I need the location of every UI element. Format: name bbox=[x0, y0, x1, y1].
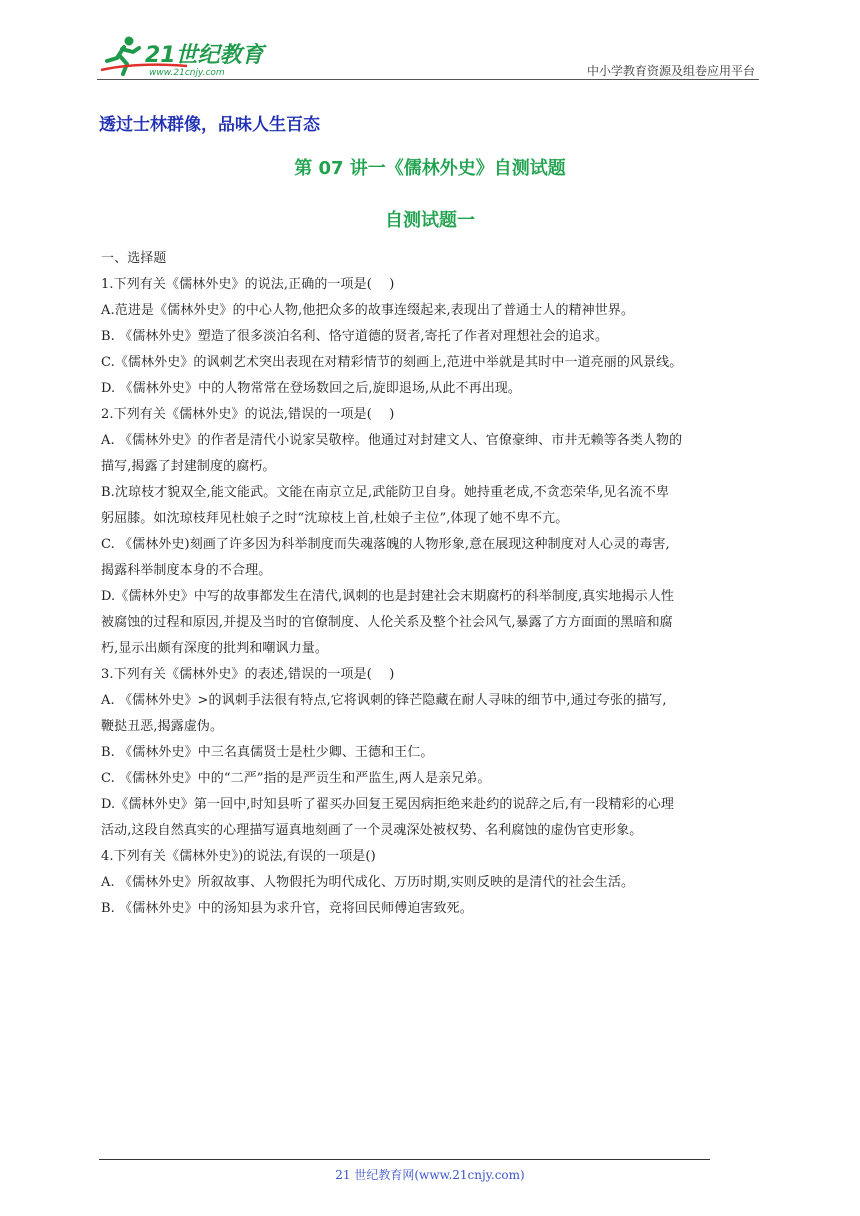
text-line: 活动,这段自然真实的心理描写逼真地刻画了一个灵魂深处被权势、名利腐蚀的虚伪官吏形象。 bbox=[101, 823, 643, 838]
text-line: C. 《儒林外史)刻画了许多因为科举制度而失魂落魄的人物形象,意在展现这种制度对人心灵的毒害, bbox=[101, 537, 670, 552]
test-title: 自测试题一 bbox=[385, 210, 475, 231]
section-heading: 一、选择题 bbox=[101, 251, 167, 266]
text-line: A. 《儒林外史》所叙故事、人物假托为明代成化、万历时期,实则反映的是清代的社会生活。 bbox=[101, 875, 635, 890]
text-line: A. 《儒林外史》>的讽刺手法很有特点,它将讽刺的锋芒隐藏在耐人寻味的细节中,通过夸张的描写, bbox=[101, 693, 667, 708]
text-line: B.沈琼枝才貌双全,能文能武。文能在南京立足,武能防卫自身。她持重老成,不贪恋荣华,见名流不卑 bbox=[101, 485, 669, 500]
text-line: 朽,显示出颇有深度的批判和嘲讽力量。 bbox=[101, 641, 328, 656]
text-line: C. 《儒林外史》中的“二严”指的是严贡生和严监生,两人是亲兄弟。 bbox=[101, 771, 491, 786]
logo-text: 21世纪教育 bbox=[145, 43, 264, 68]
header-divider bbox=[97, 79, 759, 80]
platform-name: 中小学教育资源及组卷应用平台 bbox=[586, 64, 755, 78]
page-header bbox=[97, 34, 759, 80]
text-line: D. 《儒林外史》中的人物常常在登场数回之后,旋即退场,从此不再出现。 bbox=[101, 381, 521, 396]
text-line: A.范进是《儒林外史》的中心人物,他把众多的故事连缀起来,表现出了普通士人的精神世界。 bbox=[101, 303, 635, 318]
text-line: 1.下列有关《儒林外史》的说法,正确的一项是( ) bbox=[101, 277, 395, 292]
text-line: 被腐蚀的过程和原因,并提及当时的官僚制度、人伦关系及整个社会风气,暴露了方方面面的黑暗和腐 bbox=[101, 615, 673, 630]
text-line: B. 《儒林外史》中的汤知县为求升官，竞将回民师傅迫害致死。 bbox=[101, 901, 473, 916]
text-line: C.《儒林外史》的讽刺艺术突出表现在对精彩情节的刻画上,范进中举就是其时中一道亮丽的风景线。 bbox=[101, 355, 683, 370]
text-line: B. 《儒林外史》中三名真儒贤士是杜少卿、王德和王仁。 bbox=[101, 745, 434, 760]
lecture-title: 第 07 讲一《儒林外史》自测试题 bbox=[294, 158, 566, 179]
text-line: 鞭挞丑恶,揭露虚伪。 bbox=[101, 719, 224, 734]
text-line: D.《儒林外史》第一回中,时知县听了翟买办回复王冕因病拒绝来赴约的说辞之后,有一段精彩的心理 bbox=[101, 797, 674, 812]
text-line: 描写,揭露了封建制度的腐朽。 bbox=[101, 459, 276, 474]
text-line: A. 《儒林外史》的作者是清代小说家吴敬梓。他通过对封建文人、官僚豪绅、市井无赖等各类人物的 bbox=[101, 433, 683, 448]
text-line: 躬屈膝。如沈琼枝拜见杜娘子之时“沈琼枝上首,杜娘子主位”,体现了她不卑不亢。 bbox=[101, 511, 569, 526]
logo-url: www.21cnjy.com bbox=[149, 68, 225, 78]
text-line: 4.下列有关《儒林外史》)的说法,有误的一项是() bbox=[101, 849, 376, 864]
footer-divider bbox=[99, 1159, 710, 1160]
text-line: B. 《儒林外史》塑造了很多淡泊名利、恪守道德的贤者,寄托了作者对理想社会的追求。 bbox=[101, 329, 609, 344]
text-line: 3.下列有关《儒林外史》的表述,错误的一项是( ) bbox=[101, 667, 395, 682]
sub-title: 透过士林群像，品味人生百态 bbox=[99, 115, 320, 135]
text-line: 揭露科举制度本身的不合理。 bbox=[101, 563, 272, 578]
21cnjy-logo bbox=[97, 34, 297, 78]
text-line: 2.下列有关《儒林外史》的说法,错误的一项是( ) bbox=[101, 407, 395, 422]
footer-text: 21 世纪教育网(www.21cnjy.com) bbox=[335, 1168, 525, 1182]
text-line: D.《儒林外史》中写的故事都发生在清代,讽刺的也是封建社会末期腐朽的科举制度,真实地揭示人性 bbox=[101, 589, 674, 604]
question-content bbox=[101, 246, 765, 922]
